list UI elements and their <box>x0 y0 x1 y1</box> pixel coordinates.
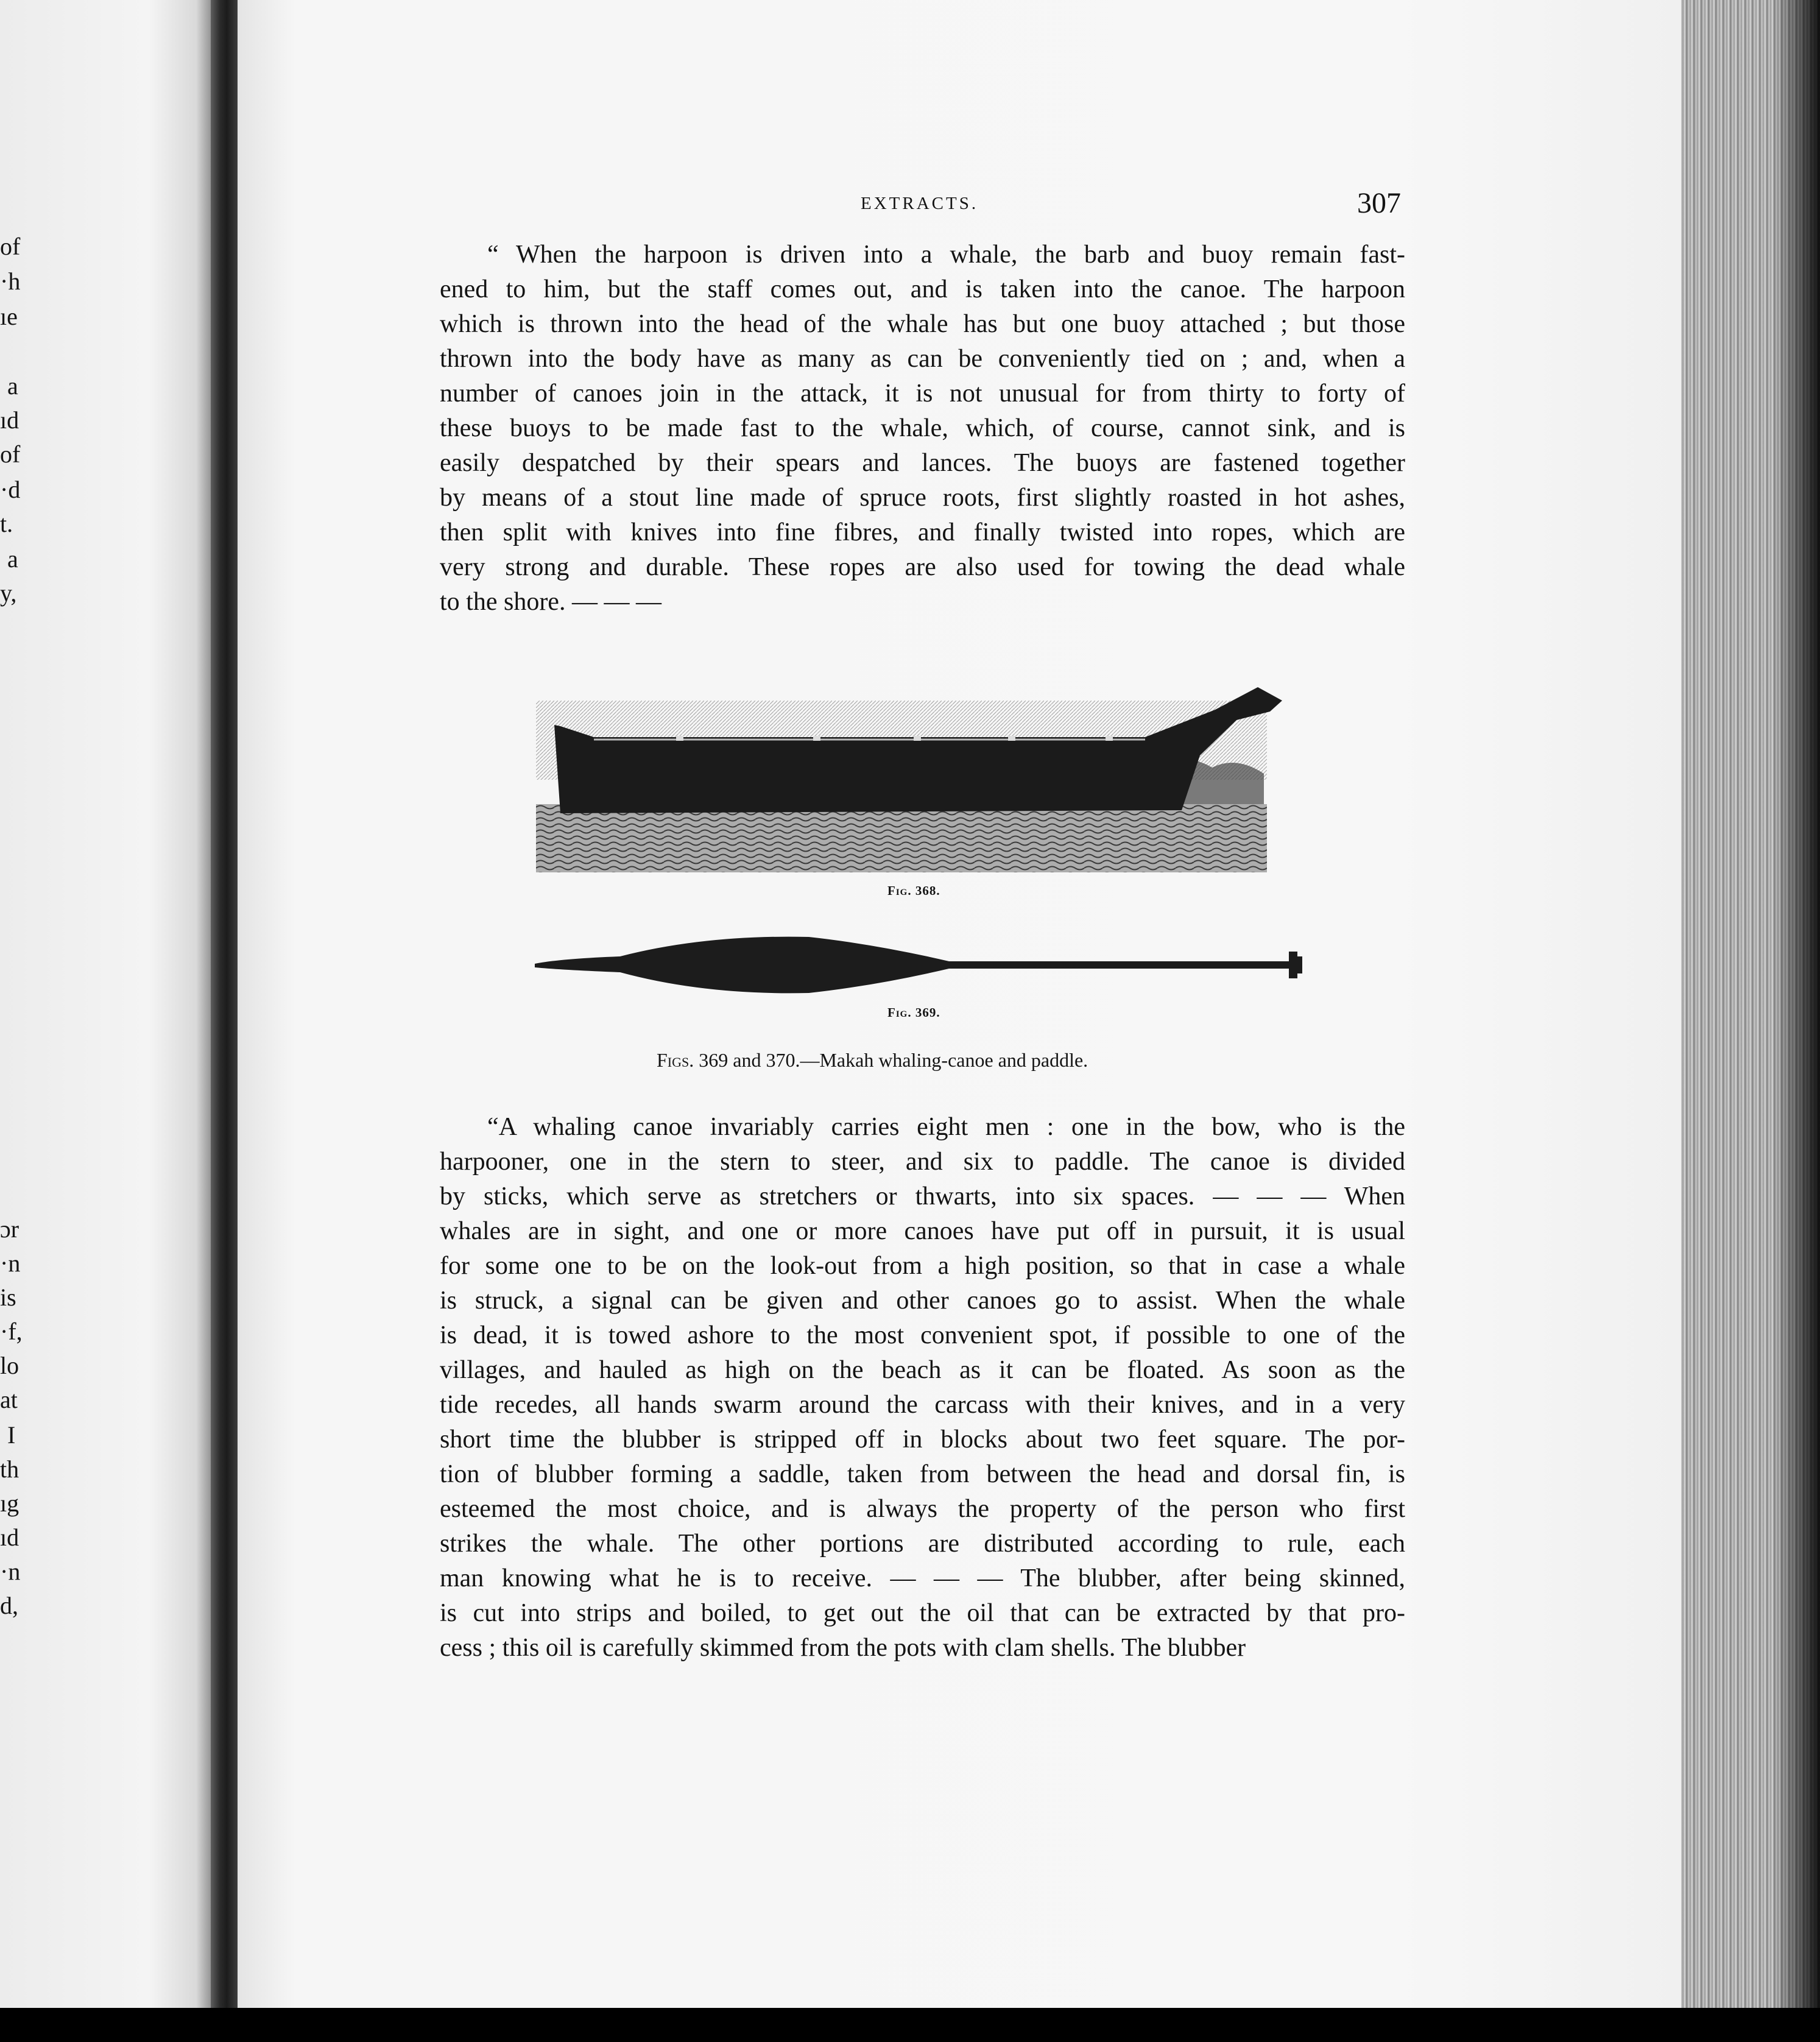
text-line: tion of blubber forming a saddle, taken from between the head and dorsal fin, is <box>440 1460 1405 1488</box>
bottom-shadow <box>0 2008 1820 2042</box>
left-page-fragment: lo <box>0 1352 19 1379</box>
left-page <box>0 0 213 2010</box>
text-line: thrown into the body have as many as can be conveniently tied on ; and, when a <box>440 345 1405 373</box>
figure-368-label: Fig. 368. <box>887 883 940 898</box>
text-line: very strong and durable. These ropes are also used for towing the dead whale <box>440 553 1405 581</box>
text-line: is dead, it is towed ashore to the most convenient spot, if possible to one of the <box>440 1321 1405 1349</box>
text-line: harpooner, one in the stern to steer, and six to paddle. The canoe is divided <box>440 1148 1405 1176</box>
text-line: “A whaling canoe invariably carries eight men : one in the bow, who is the <box>487 1113 1405 1141</box>
left-page-fragment: at <box>0 1386 18 1413</box>
left-page-fragment: ıe <box>0 303 18 330</box>
left-page-fragment: ·h <box>0 267 21 295</box>
left-page-fragment: ·d <box>0 476 21 503</box>
caption-prefix: Figs. <box>657 1049 694 1071</box>
left-page-fragment: d, <box>0 1592 18 1619</box>
left-page-fragment: a <box>7 545 18 573</box>
left-page-fragment: th <box>0 1455 19 1483</box>
page-number: 307 <box>1357 187 1401 219</box>
caption-text: 369 and 370.—Makah whaling-canoe and paddle. <box>699 1049 1088 1071</box>
text-line: is struck, a signal can be given and other canoes go to assist. When the whale <box>440 1287 1405 1315</box>
left-page-fragment: ıd <box>0 1524 19 1551</box>
left-page-fragment: ·f, <box>0 1318 23 1345</box>
left-page-fragment: ıg <box>0 1489 19 1517</box>
left-page-fragment: of <box>0 440 21 468</box>
left-page-fragment: y, <box>0 579 17 607</box>
text-line: by sticks, which serve as stretchers or thwarts, into six spaces. — — — When <box>440 1182 1405 1210</box>
left-page-fragment: I <box>7 1421 16 1449</box>
paragraph-2 <box>440 1110 1405 1666</box>
text-line: ened to him, but the staff comes out, and is taken into the canoe. The harpoon <box>440 275 1405 303</box>
left-page-fragment: a <box>7 372 18 400</box>
left-page-fragment: ·n <box>0 1558 21 1585</box>
text-line: tide recedes, all hands swarm around the carcass with their knives, and in a very <box>440 1391 1405 1419</box>
text-line: is cut into strips and boiled, to get out the oil that can be extracted by that pro- <box>440 1599 1405 1627</box>
paddle-illustration <box>535 932 1306 999</box>
left-page-fragment: of <box>0 233 21 260</box>
text-line: then split with knives into fine fibres, and finally twisted into ropes, which are <box>440 518 1405 546</box>
left-page-fragment: ·n <box>0 1249 21 1277</box>
text-line: these buoys to be made fast to the whale, which, of course, cannot sink, and is <box>440 414 1405 442</box>
figure-369-label: Fig. 369. <box>887 1005 940 1020</box>
left-page-fragment: ıd <box>0 406 19 434</box>
book-gutter <box>211 0 238 2010</box>
text-line: “ When the harpoon is driven into a whale, the barb and buoy remain fast- <box>487 241 1405 269</box>
text-line: for some one to be on the look-out from a high position, so that in case a whale <box>440 1252 1405 1280</box>
text-line: easily despatched by their spears and lances. The buoys are fastened together <box>440 449 1405 477</box>
left-page-fragment: t. <box>0 510 13 537</box>
figure-caption <box>657 1049 1088 1072</box>
running-head: EXTRACTS. <box>861 194 979 213</box>
text-line: to the shore. — — — <box>440 588 661 616</box>
paragraph-1 <box>440 238 1405 620</box>
text-line: number of canoes join in the attack, it is not unusual for from thirty to forty of <box>440 380 1405 408</box>
left-page-fragment: is <box>0 1284 16 1311</box>
text-line: villages, and hauled as high on the beach as it can be floated. As soon as the <box>440 1356 1405 1384</box>
whaling-canoe-illustration <box>536 682 1297 872</box>
page-edges <box>1681 0 1820 2042</box>
text-line: esteemed the most choice, and is always the property of the person who first <box>440 1495 1405 1523</box>
text-line: strikes the whale. The other portions are distributed according to rule, each <box>440 1530 1405 1558</box>
text-line: whales are in sight, and one or more canoes have put off in pursuit, it is usual <box>440 1217 1405 1245</box>
text-line: which is thrown into the head of the whale has but one buoy attached ; but those <box>440 310 1405 338</box>
text-line: short time the blubber is stripped off in blocks about two feet square. The por- <box>440 1426 1405 1454</box>
text-line: by means of a stout line made of spruce roots, first slightly roasted in hot ashes, <box>440 484 1405 512</box>
text-line: cess ; this oil is carefully skimmed from the pots with clam shells. The blubber <box>440 1634 1246 1662</box>
text-line: man knowing what he is to receive. — — — The blubber, after being skinned, <box>440 1564 1405 1592</box>
left-page-fragment: ɔr <box>0 1215 19 1243</box>
